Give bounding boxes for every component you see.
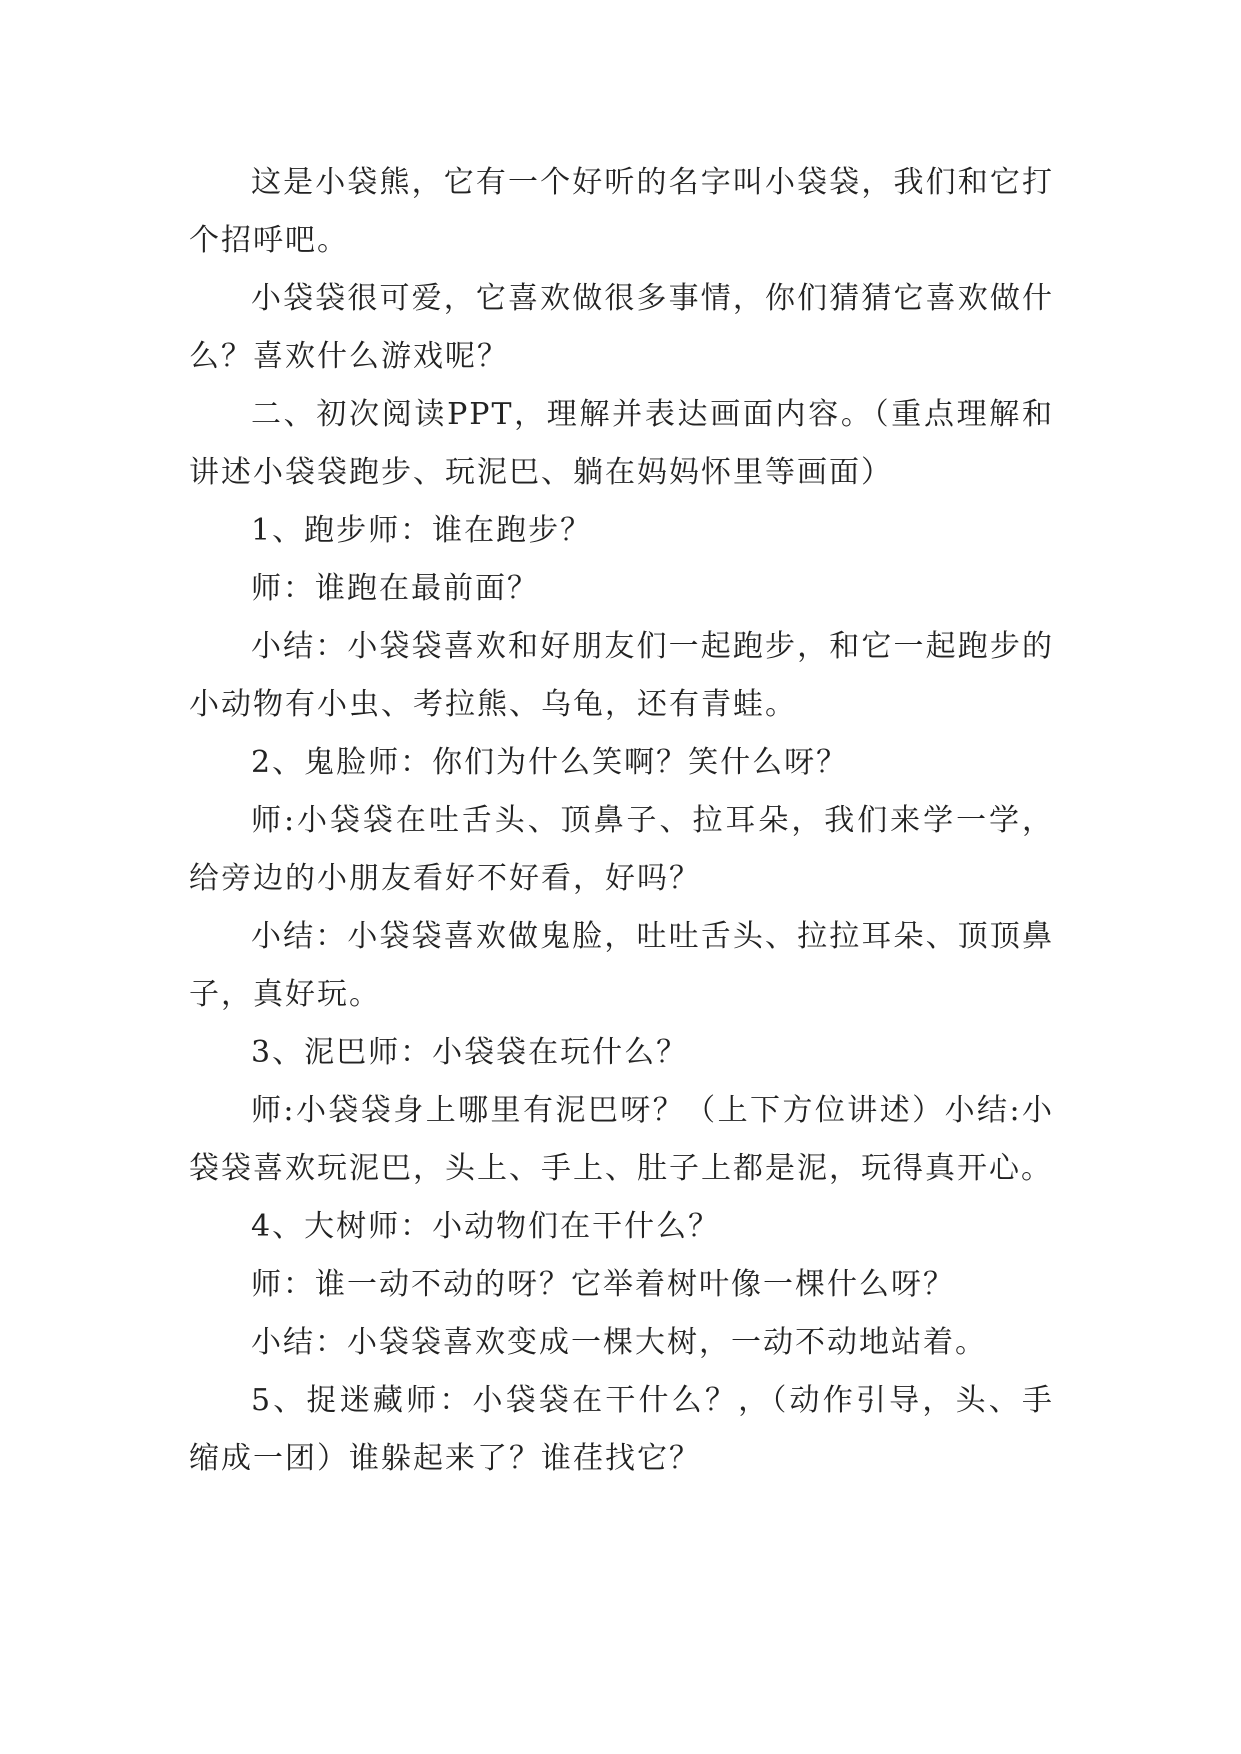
paragraph-tree: 4、大树师：小动物们在干什么？ xyxy=(251,1209,721,1244)
paragraph-funny-face-activity: 师:小袋袋在吐舌头、顶鼻子、拉耳朵，我们来学一学，给旁边的小朋友看好不好看，好吗？ xyxy=(189,803,1054,896)
paragraph-mud-activity: 师:小袋袋身上哪里有泥巴呀？（上下方位讲述）小结:小袋袋喜欢玩泥巴，头上、手上、肚子上都是泥，玩得真开心。 xyxy=(189,1093,1054,1186)
paragraph-tree-summary: 小结：小袋袋喜欢变成一棵大树，一动不动地站着。 xyxy=(251,1325,987,1360)
paragraph-running-question: 师：谁跑在最前面？ xyxy=(251,571,539,606)
paragraph-running-summary: 小结：小袋袋喜欢和好朋友们一起跑步，和它一起跑步的小动物有小虫、考拉熊、乌龟，还有青蛙。 xyxy=(189,629,1054,722)
paragraph-tree-question: 师：谁一动不动的呀？它举着树叶像一棵什么呀？ xyxy=(251,1267,955,1302)
paragraph-funny-face: 2、鬼脸师：你们为什么笑啊？笑什么呀？ xyxy=(251,745,849,780)
paragraph-section-2: 二、初次阅读PPT，理解并表达画面内容。（重点理解和讲述小袋袋跑步、玩泥巴、躺在妈妈怀里等画面） xyxy=(189,397,1054,490)
paragraph-hide-and-seek: 5、捉迷藏师：小袋袋在干什么？，（动作引导，头、手缩成一团）谁躲起来了？谁荏找它？ xyxy=(189,1383,1054,1476)
paragraph-mud: 3、泥巴师：小袋袋在玩什么？ xyxy=(251,1035,689,1070)
paragraph-intro: 这是小袋熊，它有一个好听的名字叫小袋袋，我们和它打个招呼吧。 xyxy=(189,165,1054,258)
document-body xyxy=(189,154,1054,1488)
paragraph-funny-face-summary: 小结：小袋袋喜欢做鬼脸，吐吐舌头、拉拉耳朵、顶顶鼻子，真好玩。 xyxy=(189,919,1054,1012)
paragraph-running: 1、跑步师：谁在跑步？ xyxy=(251,513,593,548)
paragraph-question: 小袋袋很可爱，它喜欢做很多事情，你们猜猜它喜欢做什么？喜欢什么游戏呢？ xyxy=(189,281,1054,374)
